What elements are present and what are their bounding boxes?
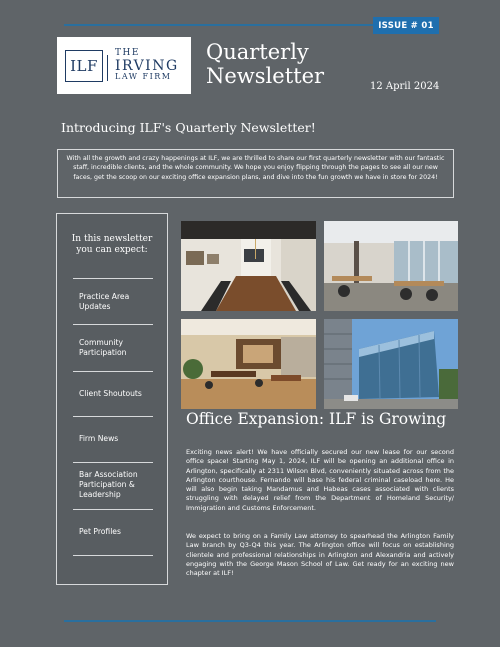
logo-line-2: IRVING	[115, 57, 179, 74]
sidebar-title-line-1: In this newsletter	[71, 234, 153, 244]
sidebar-item-line: Practice Area	[79, 292, 130, 301]
sidebar-item-line: Client Shoutouts	[79, 389, 142, 398]
article-paragraph: We expect to bring on a Family Law attorney to spearhead the Arlington Family Law branch by Q3-Q4 this year. The Arlington office will focus on establishing clientele and professional relationships in Arlington and Alexandria and actively engaging with the George Mason School of Law. Get ready for an exciting new chapter at ILF!	[186, 532, 454, 578]
sidebar-title-line-2: you can expect:	[76, 245, 148, 255]
conference-room-photo	[181, 221, 316, 311]
sidebar-item-practice-area	[79, 292, 129, 312]
newsletter-title	[206, 40, 324, 88]
sidebar-divider	[73, 278, 153, 279]
logo-wordmark	[115, 49, 179, 82]
open-office-photo	[324, 221, 458, 311]
sidebar-item-line: Bar Association	[79, 470, 138, 479]
issue-date: 12 April 2024	[370, 81, 440, 92]
article-heading: Office Expansion: ILF is Growing	[186, 410, 447, 428]
logo-line-1: THE	[115, 48, 140, 59]
sidebar-item-pet-profiles	[79, 527, 121, 537]
sidebar-item-firm-news	[79, 434, 118, 444]
sidebar-item-line: Firm News	[79, 434, 119, 443]
logo-mark: ILF	[65, 50, 103, 82]
intro-box: With all the growth and crazy happenings at ILF, we are thrilled to share our first quarterly newsletter with our fantastic staff, incredible clients, and the whole community. We hope you enjoy flipping through the pages to see all our new faces, get the scoop on our exciting office expansion plans, and dive into the fun growth we have in store for 2024!	[57, 149, 454, 198]
sidebar-divider	[73, 462, 153, 463]
firm-logo	[57, 37, 191, 94]
sidebar-item-line: Pet Profiles	[79, 527, 121, 536]
title-line-2: Newsletter	[206, 64, 325, 88]
title-line-1: Quarterly	[206, 40, 309, 64]
contents-sidebar	[56, 213, 168, 585]
sidebar-item-community	[79, 338, 126, 358]
sidebar-item-line: Participation &	[79, 480, 135, 489]
sidebar-item-bar-association	[79, 470, 138, 500]
sidebar-item-line: Community	[79, 338, 123, 347]
sidebar-divider	[73, 416, 153, 417]
logo-line-3: LAW FIRM	[115, 72, 172, 82]
sidebar-item-line: Updates	[79, 302, 111, 311]
sidebar-divider	[73, 371, 153, 372]
sidebar-divider	[73, 324, 153, 325]
sidebar-item-line: Leadership	[79, 490, 121, 499]
sidebar-item-client-shoutouts	[79, 389, 142, 399]
building-exterior-photo	[324, 319, 458, 409]
lounge-photo	[181, 319, 316, 409]
sidebar-divider	[73, 555, 153, 556]
intro-heading: Introducing ILF's Quarterly Newsletter!	[61, 120, 316, 135]
article-paragraph: Exciting news alert! We have officially secured our new lease for our second office space! Starting May 1, 2024, ILF will be opening an additional office in Arlington, specifically at 2311 Wilson Blvd, conveniently situated across from the Arlington courthouse. Fernando will base his federal criminal caseload here. He will also begin taking Mandamus and Habeas cases associated with clients struggling with delayed relief from the Department of Homeland Security/ Immigration and Customs Enforcement.	[186, 448, 454, 512]
issue-badge: ISSUE # 01	[373, 17, 439, 34]
sidebar-title	[57, 234, 167, 256]
bottom-rule	[64, 620, 436, 622]
sidebar-item-line: Participation	[79, 348, 127, 357]
sidebar-divider	[73, 509, 153, 510]
